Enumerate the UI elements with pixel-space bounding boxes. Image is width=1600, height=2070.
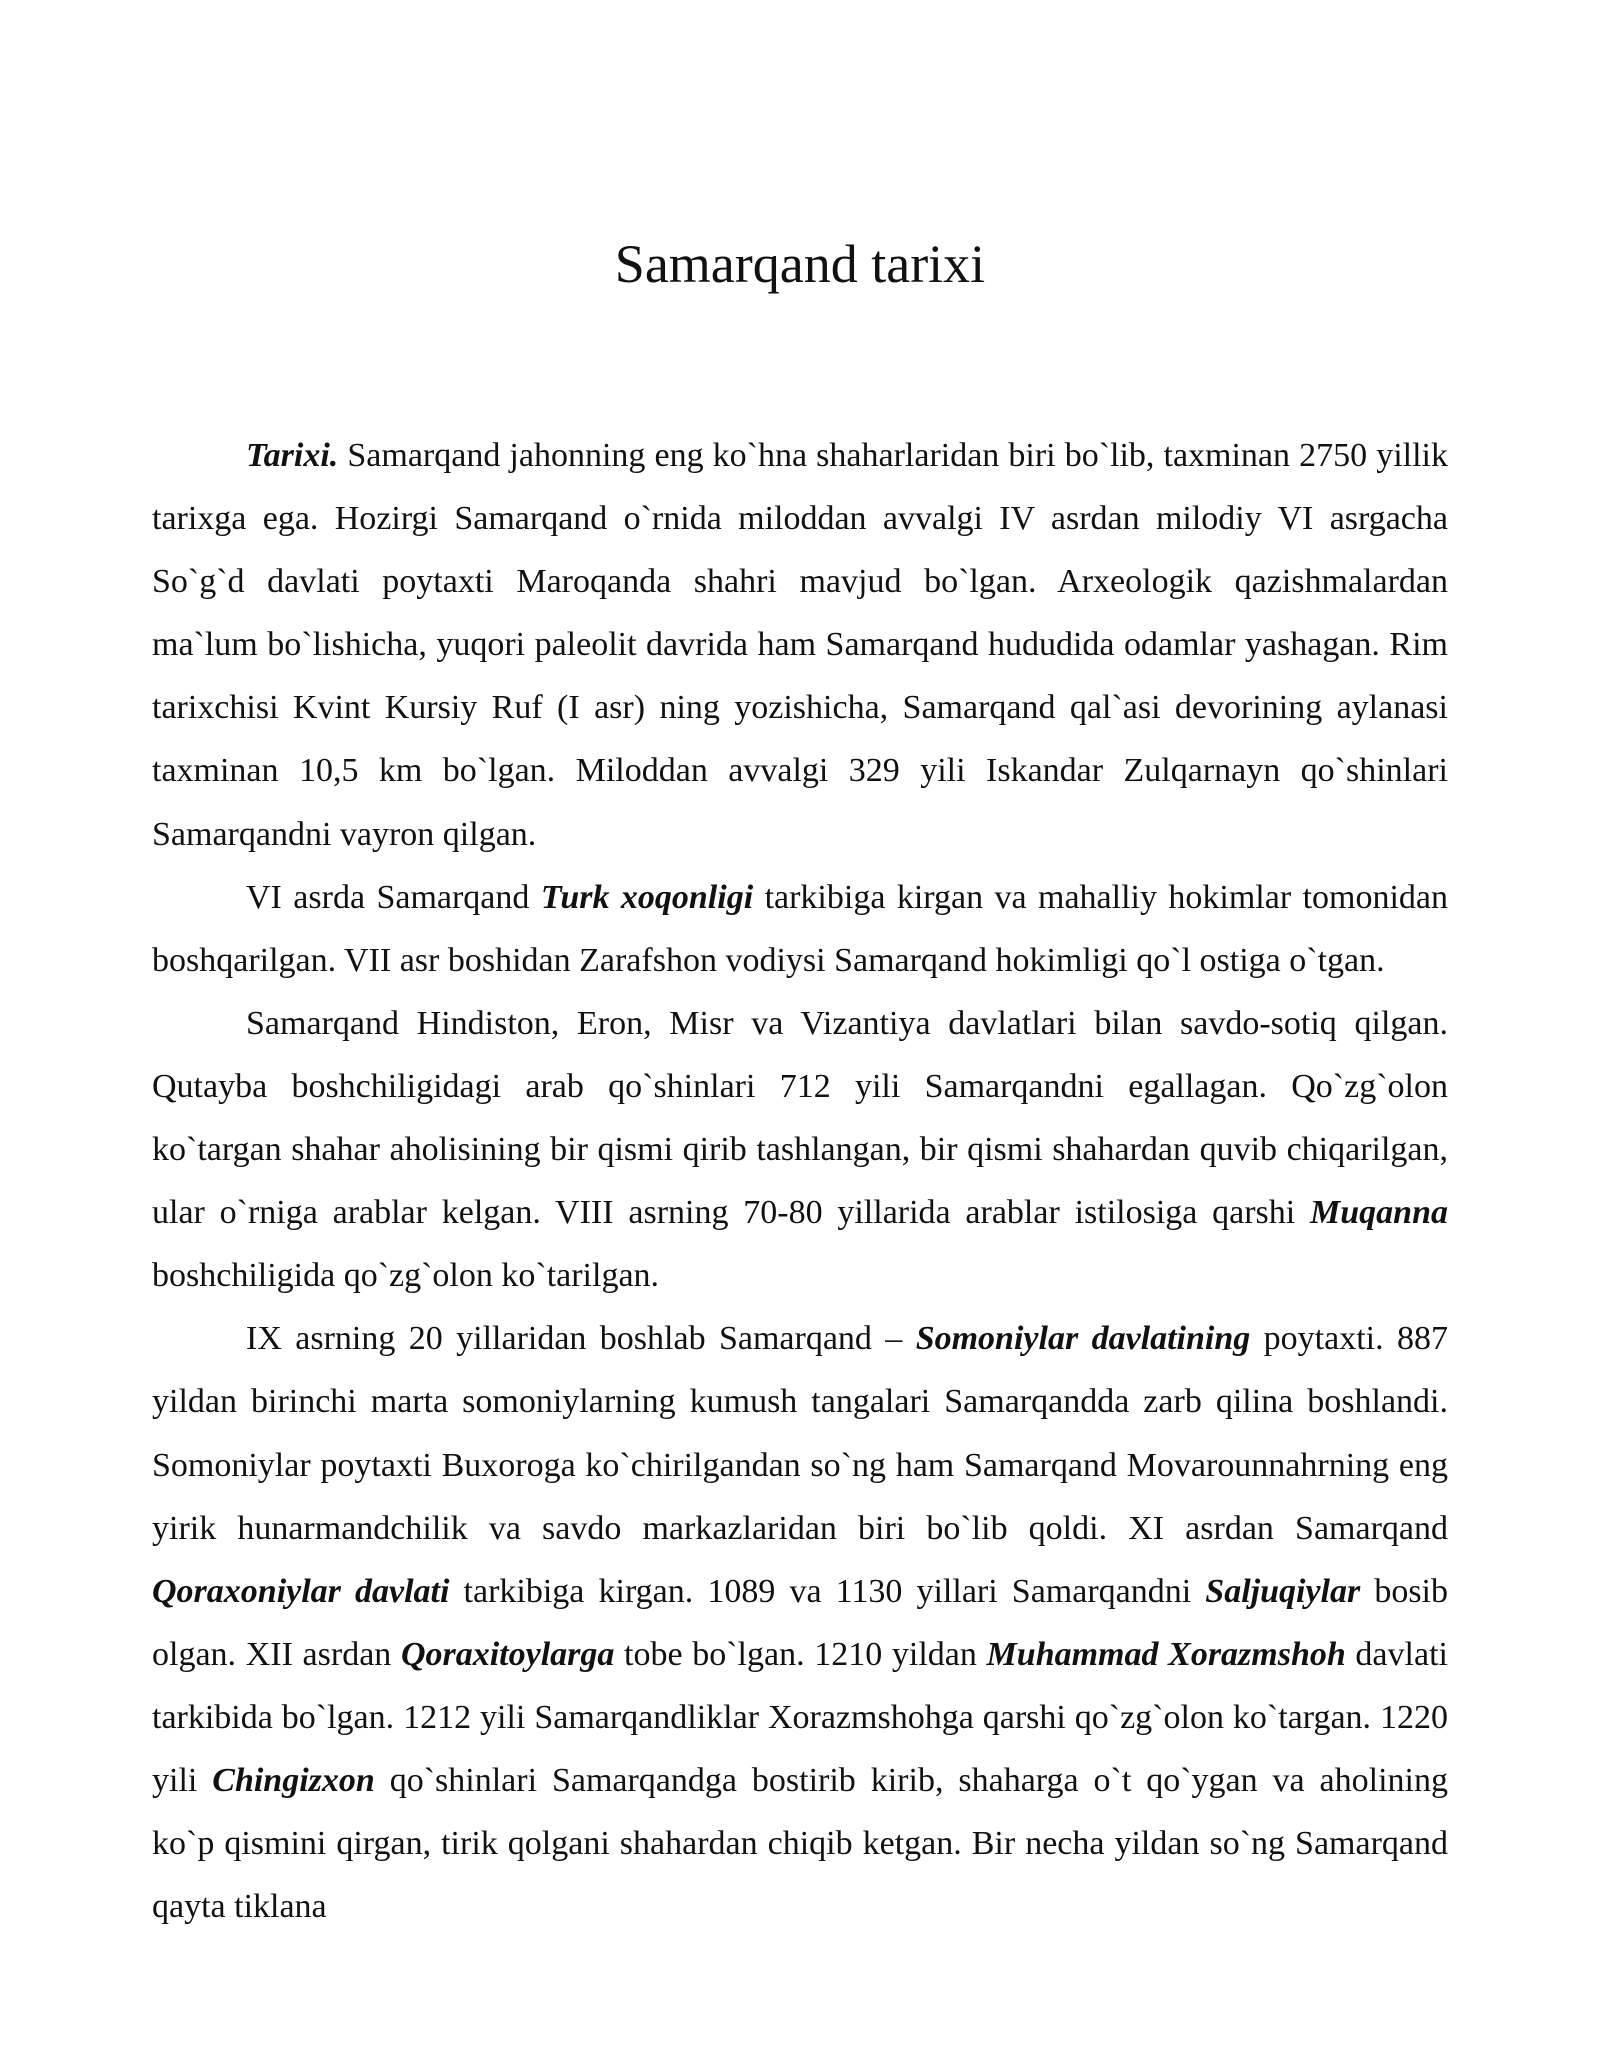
- paragraph-4-run-11: Chingizxon: [212, 1761, 375, 1799]
- paragraph-4-run-0: IX asrning 20 yillaridan boshlab Samarqand –: [246, 1320, 916, 1358]
- paragraph-history: [152, 424, 1448, 866]
- paragraph-4-run-8: tobe bo`lgan. 1210 yildan: [614, 1635, 987, 1673]
- paragraph-3-run-0: Samarqand Hindiston, Eron, Misr va Vizantiya davlatlari bilan savdo-sotiq qilgan. Qutayba boshchiligidagi arab qo`shinlari 712 yili Samarqandni egallagan. Qo`zg`olon ko`targan shahar aholisining bir qismi qirib tashlangan, bir qismi shahardan quvib chiqarilgan, ular o`rniga arablar kelgan. VIII asrning 70-80 yillarida arablar istilosiga qarshi: [152, 1004, 1448, 1232]
- paragraph-4-run-1: Somoniylar davlatining: [915, 1320, 1251, 1358]
- paragraph-3-run-2: boshchiligida qo`zg`olon ko`tarilgan.: [152, 1257, 660, 1295]
- page-title: Samarqand tarixi: [614, 234, 986, 294]
- paragraph-4-run-6: bosib olgan. XII asrdan: [152, 1572, 1448, 1673]
- paragraph-4-run-3: Qoraxoniylar davlati: [152, 1572, 450, 1610]
- paragraph-4-run-2: poytaxti. 887 yildan birinchi marta somoniylarning kumush tangalari Samarqandda zarb qilina boshlandi. Somoniylar poytaxti Buxoroga ko`chirilgandan so`ng ham Samarqand Movarounnahrning eng yirik hunarmandchilik va savdo markazlaridan biri bo`lib qoldi. XI asrdan Samarqand: [152, 1320, 1448, 1547]
- paragraph-1-run-0: Tarixi.: [246, 437, 339, 474]
- paragraph-1-run-1: Samarqand jahonning eng ko`hna shaharlaridan biri bo`lib, taxminan 2750 yillik tarixga ega. Hozirgi Samarqand o`rnida miloddan avvalgi IV asrdan milodiy VI asrgacha So`g`d davlati poytaxti Maroqanda shahri mavjud bo`lgan. Arxeologik qazishmalardan ma`lum bo`lishicha, yuqori paleolit davrida ham Samarqand hududida odamlar yashagan. Rim tarixchisi Kvint Kursiy Ruf (I asr) ning yozishicha, Samarqand qal`asi devorining aylanasi taxminan 10,5 km bo`lgan. Miloddan avvalgi 329 yili Iskandar Zulqarnayn qo`shinlari Samarqandni vayron qilgan.: [152, 437, 1448, 853]
- paragraph-arab-conquest: [152, 992, 1448, 1307]
- document-body: [152, 424, 1448, 1938]
- paragraph-3-run-1: Muqanna: [1310, 1194, 1448, 1232]
- paragraph-2-run-0: VI asrda Samarqand: [246, 878, 541, 916]
- paragraph-2-run-2: tarkibiga kirgan va mahalliy hokimlar tomonidan boshqarilgan. VII asr boshidan Zarafshon vodiysi Samarqand hokimligi qo`l ostiga o`tgan.: [152, 878, 1449, 979]
- paragraph-samanids: [152, 1307, 1448, 1938]
- paragraph-4-run-10: davlati tarkibida bo`lgan. 1212 yili Samarqandliklar Xorazmshohga qarshi qo`zg`olon ko`targan. 1220 yili: [152, 1635, 1448, 1799]
- paragraph-4-run-5: Saljuqiylar: [1205, 1572, 1361, 1610]
- paragraph-4-run-9: Muhammad Xorazmshoh: [986, 1635, 1346, 1673]
- paragraph-4-run-4: tarkibiga kirgan. 1089 va 1130 yillari Samarqandni: [449, 1572, 1206, 1610]
- paragraph-turk-khaganate: [152, 866, 1448, 992]
- paragraph-2-run-1: Turk xoqonligi: [540, 878, 754, 916]
- paragraph-4-run-7: Qoraxitoylarga: [400, 1635, 615, 1673]
- paragraph-4-run-12: qo`shinlari Samarqandga bostirib kirib, shaharga o`t qo`ygan va aholining ko`p qismini qirgan, tirik qolgani shahardan chiqib ketgan. Bir necha yildan so`ng Samarqand qayta tiklana: [152, 1761, 1448, 1926]
